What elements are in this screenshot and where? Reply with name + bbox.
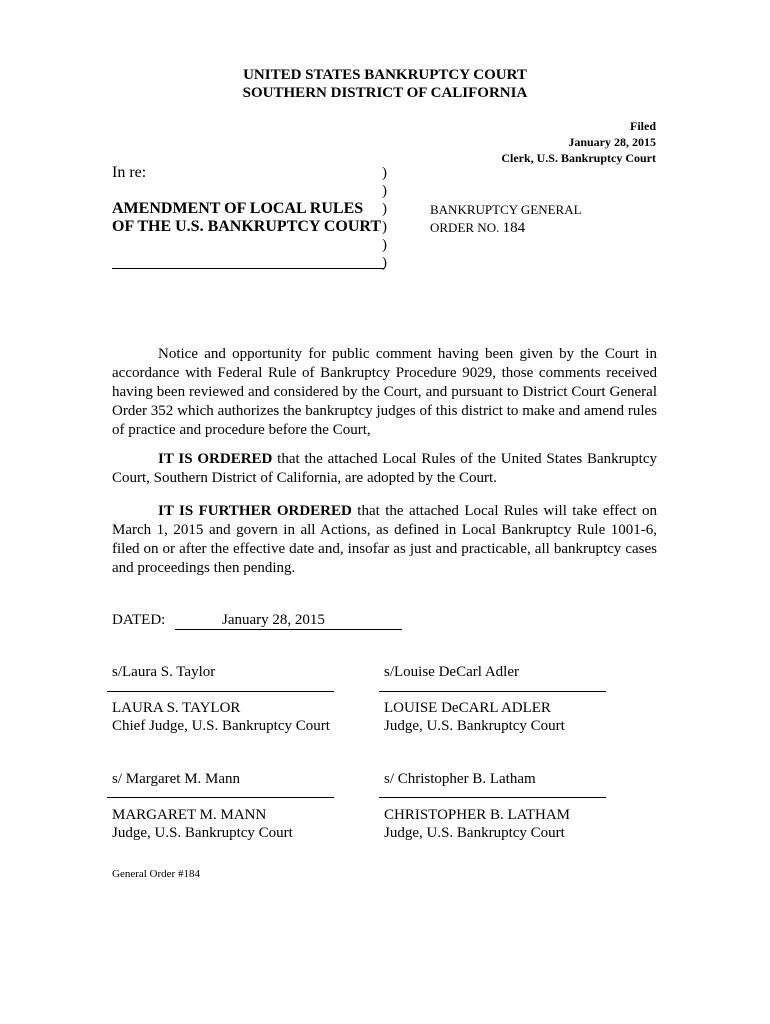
caption-title-line1: AMENDMENT OF LOCAL RULES bbox=[112, 200, 364, 217]
caption-title-line2: OF THE U.S. BANKRUPTCY COURT bbox=[112, 218, 382, 235]
order-number: 184 bbox=[502, 220, 526, 236]
signature-line bbox=[107, 797, 334, 798]
filed-label: Filed bbox=[630, 119, 656, 133]
judge-name-adler: LOUISE DeCARL ADLER bbox=[384, 700, 551, 716]
signature-line bbox=[379, 797, 606, 798]
filed-stamp bbox=[501, 118, 656, 166]
court-name-line1: UNITED STATES BANKRUPTCY COURT bbox=[243, 67, 527, 83]
judge-name-mann: MARGARET M. MANN bbox=[112, 807, 267, 823]
order-title-line2 bbox=[430, 219, 525, 237]
signature-taylor: s/Laura S. Taylor bbox=[112, 664, 216, 680]
footer-order-number: General Order #184 bbox=[112, 868, 200, 880]
judge-title-mann: Judge, U.S. Bankruptcy Court bbox=[112, 825, 293, 841]
ordered-lead: IT IS ORDERED bbox=[158, 451, 273, 467]
court-name-line2: SOUTHERN DISTRICT OF CALIFORNIA bbox=[242, 85, 528, 101]
paragraph-notice: Notice and opportunity for public comment having been given by the Court in accordance with Federal Rule of Bankruptcy Procedure 9029, those comments received having been reviewed and considered by the Court, and pursuant to District Court General Order 352 which authorizes the bankruptcy judges of this district to make and amend rules of practice and procedure before the Court, bbox=[112, 346, 657, 438]
caption-paren: ) bbox=[382, 183, 387, 199]
judge-title-adler: Judge, U.S. Bankruptcy Court bbox=[384, 718, 565, 734]
judge-title-taylor: Chief Judge, U.S. Bankruptcy Court bbox=[112, 718, 330, 734]
caption-paren: ) bbox=[382, 255, 387, 271]
caption-paren: ) bbox=[382, 201, 387, 217]
ordered-text: that the attached Local Rules of the United States Bankruptcy Court, Southern District of California, are adopted by the Court. bbox=[112, 451, 657, 486]
caption-paren: ) bbox=[382, 237, 387, 253]
signature-line bbox=[107, 691, 334, 692]
caption-underline bbox=[112, 268, 384, 269]
signature-latham: s/ Christopher B. Latham bbox=[384, 771, 536, 787]
signature-adler: s/Louise DeCarl Adler bbox=[384, 664, 519, 680]
paragraph-further-ordered bbox=[112, 502, 657, 578]
dated-value: January 28, 2015 bbox=[222, 612, 325, 628]
judge-title-latham: Judge, U.S. Bankruptcy Court bbox=[384, 825, 565, 841]
in-re-label: In re: bbox=[112, 164, 147, 181]
order-title-line1: BANKRUPTCY GENERAL bbox=[430, 202, 582, 217]
signature-mann: s/ Margaret M. Mann bbox=[112, 771, 241, 787]
judge-name-latham: CHRISTOPHER B. LATHAM bbox=[384, 807, 570, 823]
filed-clerk: Clerk, U.S. Bankruptcy Court bbox=[501, 151, 656, 165]
order-number-prefix: ORDER NO. bbox=[430, 220, 500, 235]
judge-name-taylor: LAURA S. TAYLOR bbox=[112, 700, 241, 716]
further-ordered-lead: IT IS FURTHER ORDERED bbox=[158, 503, 352, 519]
caption-paren: ) bbox=[382, 219, 387, 235]
dated-label: DATED: bbox=[112, 612, 166, 628]
caption-paren: ) bbox=[382, 165, 387, 181]
further-ordered-text: that the attached Local Rules will take effect on March 1, 2015 and govern in all Actions, as defined in Local Bankruptcy Rule 1001-6, filed on or after the effective date and, insofar as just and practicable, all bankruptcy cases and proceedings then pending. bbox=[112, 503, 657, 576]
dated-underline bbox=[175, 629, 402, 630]
filed-date: January 28, 2015 bbox=[568, 135, 656, 149]
signature-line bbox=[379, 691, 606, 692]
paragraph-ordered bbox=[112, 450, 657, 488]
